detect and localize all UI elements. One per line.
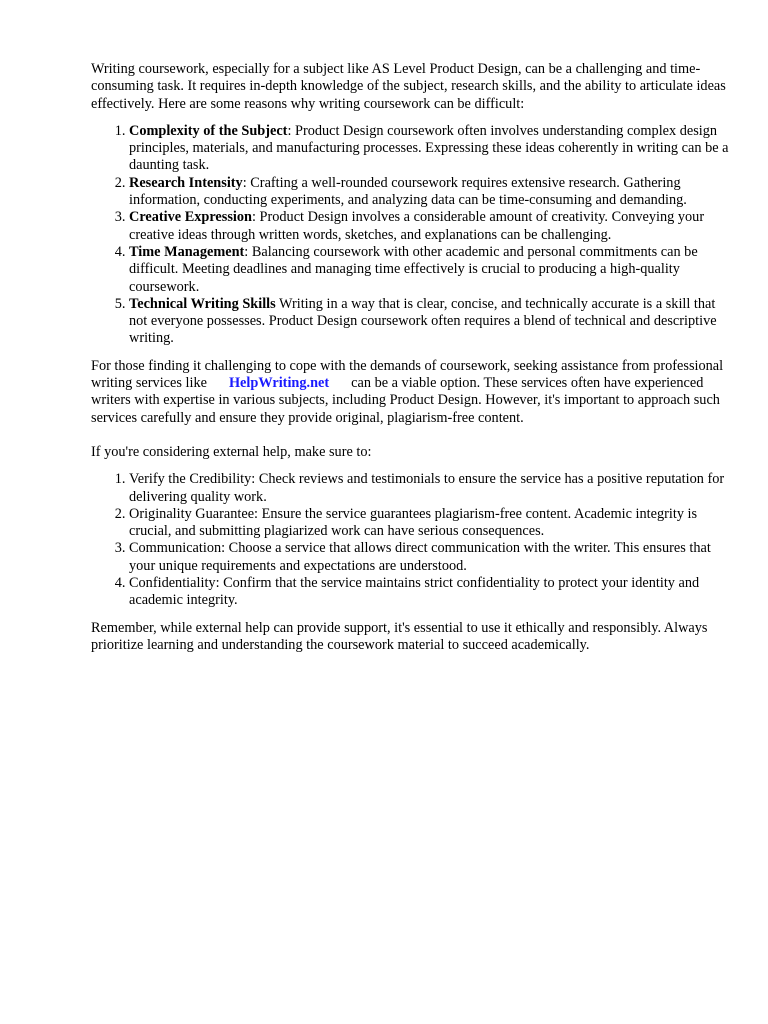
helpwriting-link[interactable]: HelpWriting.net xyxy=(228,375,330,392)
reason-separator: : xyxy=(287,122,295,139)
tip-item: 3. Communication: Choose a service that allows direct communication with the writer. This ensures that your unique requirements and expectations are understood. xyxy=(129,540,731,575)
reason-separator: : xyxy=(251,209,260,226)
reason-item xyxy=(129,209,731,244)
reason-text: Crafting a well-rounded coursework requires extensive research. Gathering information, conducting experiments, and analyzing data can be time-consuming and demanding. xyxy=(129,174,687,209)
reason-item xyxy=(129,175,731,210)
reason-title: Complexity of the Subject xyxy=(129,122,288,139)
reasons-list xyxy=(91,123,731,348)
reason-text: Writing in a way that is clear, concise, and technically accurate is a skill that not everyone possesses. Product Design coursework often requires a blend of technical and descriptive writing. xyxy=(129,295,717,347)
reason-text: Balancing coursework with other academic and personal commitments can be difficult. Meeting deadlines and managing time effectively is crucial to producing a high-quality coursework. xyxy=(129,243,698,295)
document-page xyxy=(91,61,731,654)
assistance-paragraph xyxy=(91,358,731,427)
tips-list xyxy=(91,471,731,609)
intro-paragraph: Writing coursework, especially for a subject like AS Level Product Design, can be a challenging and time-consuming task. It requires in-depth knowledge of the subject, research skills, and the ability to articulate ideas effectively. Here are some reasons why writing coursework can be difficult: xyxy=(91,61,726,112)
reason-item xyxy=(129,123,731,175)
tip-item: 2. Originality Guarantee: Ensure the service guarantees plagiarism-free content. Academic integrity is crucial, and submitting plagiarized work can have serious consequences. xyxy=(129,506,731,541)
assistance-text-after: can be a viable option. These services often have experienced writers with expertise in various subjects, including Product Design. However, it's important to approach such services carefully and ensure they provide original, plagiarism-free content. xyxy=(91,375,720,426)
reason-text: Product Design coursework often involves understanding complex design principles, materials, and manufacturing processes. Expressing these ideas coherently in writing can be a daunting task. xyxy=(129,122,729,174)
reason-item xyxy=(129,296,731,348)
help-intro: If you're considering external help, make sure to: xyxy=(91,443,372,460)
assistance-text-before: For those finding it challenging to cope with the demands of coursework, seeking assistance from professional writing services like xyxy=(91,357,724,392)
reason-item xyxy=(129,244,731,296)
tip-item: 4. Confidentiality: Confirm that the service maintains strict confidentiality to protect your identity and academic integrity. xyxy=(129,575,731,610)
closing-paragraph: Remember, while external help can provide support, it's essential to use it ethically and responsibly. Always prioritize learning and understanding the coursework material to succeed academically. xyxy=(91,619,708,653)
tip-item: 1. Verify the Credibility: Check reviews and testimonials to ensure the service has a positive reputation for delivering quality work. xyxy=(129,471,731,506)
reason-separator: : xyxy=(242,174,251,191)
reason-separator: : xyxy=(244,243,252,260)
reason-title: Research Intensity xyxy=(129,174,243,191)
reason-text: Product Design involves a considerable amount of creativity. Conveying your creative ideas through written words, sketches, and explanations can be challenging. xyxy=(129,209,705,243)
reason-title: Time Management xyxy=(129,243,245,260)
reason-title: Technical Writing Skills xyxy=(129,295,276,312)
reason-title: Creative Expression xyxy=(129,209,252,226)
